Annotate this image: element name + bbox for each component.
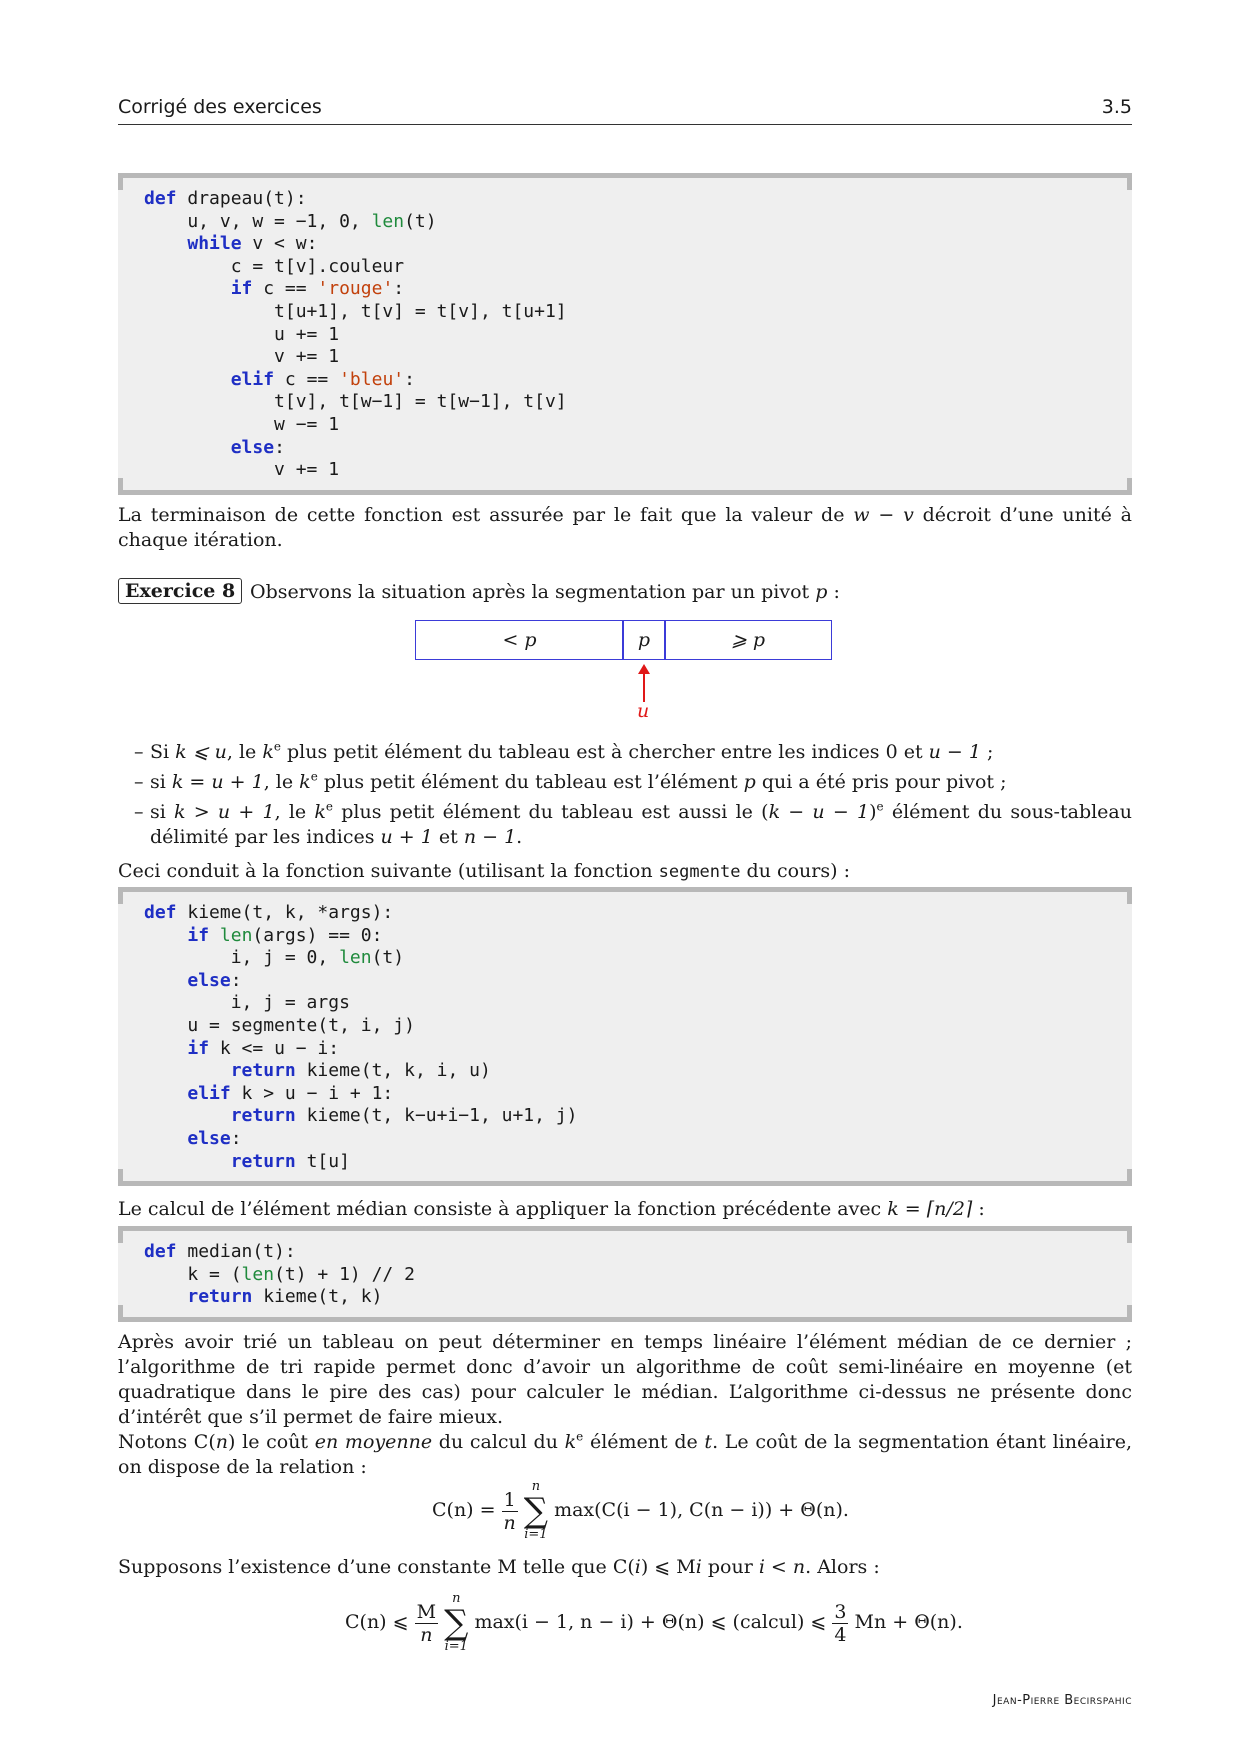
code-line: def median(t): — [144, 1241, 296, 1262]
code-line: def kieme(t, k, *args): — [144, 902, 394, 923]
equation-bound: C(n) ⩽ $\frac{M}{n}$ n ∑ i=1 max(i − 1, n − i) + Θ(n) ⩽ (calcul) ⩽ $\frac{3}{4}$ Mn + Θ(n). — [345, 1591, 963, 1654]
code-line: t[v], t[w−1] = t[w−1], t[v] — [144, 391, 567, 413]
paragraph-notons: Notons C(n) le coût en moyenne du calcul du $k^e$ élément de t. Le coût de la segmentation étant linéaire, on dispose de la relation : — [118, 1429, 1133, 1478]
equation-recurrence: C(n) = $\frac{1}{n}$ n ∑ i=1 max(C(i − 1), C(n − i)) + Θ(n). — [432, 1479, 849, 1542]
header-number: 3.5 — [1101, 96, 1132, 118]
page-footer-author: Jean-Pierre Becirspahic — [992, 1693, 1132, 1708]
segment-cell-greater: ⩾ p — [664, 620, 832, 660]
code-line: return t[u] — [230, 1150, 350, 1172]
page-header — [118, 96, 1132, 125]
code-line: u = segmente(t, i, j) — [144, 1014, 415, 1036]
code-line: while v < w: — [187, 233, 318, 255]
code-line: elif c == 'bleu': — [230, 368, 415, 390]
code-line: k = (len(t) + 1) // 2 — [144, 1263, 415, 1285]
exercise-intro: Observons la situation après la segmentation par un pivot p : — [250, 581, 840, 603]
code-block-drapeau — [118, 173, 1132, 495]
code-line: w −= 1 — [144, 413, 340, 435]
code-line: else: — [187, 1127, 242, 1149]
pivot-index-label: u — [637, 700, 650, 722]
list-item: – si k > u + 1, le $k^e$ plus petit élément du tableau est aussi le $(k - u - 1)^e$ élément du sous-tableau délimité par les indices u + 1 et n − 1. — [134, 799, 1132, 848]
code-line: if len(args) == 0: — [187, 924, 383, 946]
code-line: v += 1 — [144, 459, 340, 481]
code-line: u += 1 — [144, 323, 340, 345]
paragraph-median: Le calcul de l’élément médian consiste à appliquer la fonction précédente avec k = ⌈n/2⌉ : — [118, 1198, 985, 1220]
code-line: return kieme(t, k−u+i−1, u+1, j) — [230, 1105, 578, 1127]
code-line: v += 1 — [144, 346, 340, 368]
code-line: def drapeau(t): — [144, 188, 307, 209]
exercise-label: Exercice 8 — [118, 578, 242, 604]
code-block-kieme — [118, 887, 1132, 1186]
code-line: return kieme(t, k, i, u) — [230, 1060, 491, 1082]
paragraph-supposons: Supposons l’existence d’une constante M telle que C(i) ⩽ Mi pour i < n. Alors : — [118, 1556, 880, 1578]
code-line: u, v, w = −1, 0, len(t) — [144, 210, 437, 232]
code-line: else: — [230, 436, 285, 458]
code-line: if c == 'rouge': — [230, 278, 405, 300]
header-title: Corrigé des exercices — [118, 96, 322, 118]
segment-cell-pivot: p — [622, 620, 666, 660]
segment-cell-less: < p — [415, 620, 624, 660]
code-line: t[u+1], t[v] = t[v], t[u+1] — [144, 300, 567, 322]
code-line: if k <= u − i: — [187, 1037, 340, 1059]
paragraph-apres-tri: Après avoir trié un tableau on peut déterminer en temps linéaire l’élément médian de ce dernier ; l’algorithme de tri rapide permet donc d’avoir un algorithme de coût semi-linéaire en moyenne (et quadratique dans le pire des cas) pour calculer le médian. L’algorithme ci-dessus ne présente donc d’intérêt que s’il permet de faire mieux. — [118, 1331, 1132, 1428]
code-line: i, j = args — [144, 992, 350, 1014]
list-item: – Si k ⩽ u, le $k^e$ plus petit élément du tableau est à chercher entre les indices 0 et u − 1 ; — [134, 739, 994, 763]
list-item: – si k = u + 1, le $k^e$ plus petit élément du tableau est l’élément p qui a été pris pour pivot ; — [134, 769, 1007, 793]
code-line: i, j = 0, len(t) — [144, 947, 405, 969]
code-line: elif k > u − i + 1: — [187, 1082, 394, 1104]
code-line: c = t[v].couleur — [144, 255, 405, 277]
pivot-arrow-icon — [634, 664, 654, 704]
paragraph-terminaison: La terminaison de cette fonction est assurée par le fait que la valeur de w − v décroit d’une unité à chaque itération. — [118, 504, 1132, 551]
code-line: else: — [187, 969, 242, 991]
paragraph-ceci-conduit: Ceci conduit à la fonction suivante (utilisant la fonction segmente du cours) : — [118, 860, 850, 882]
code-block-median — [118, 1226, 1132, 1322]
code-line: return kieme(t, k) — [187, 1286, 383, 1308]
